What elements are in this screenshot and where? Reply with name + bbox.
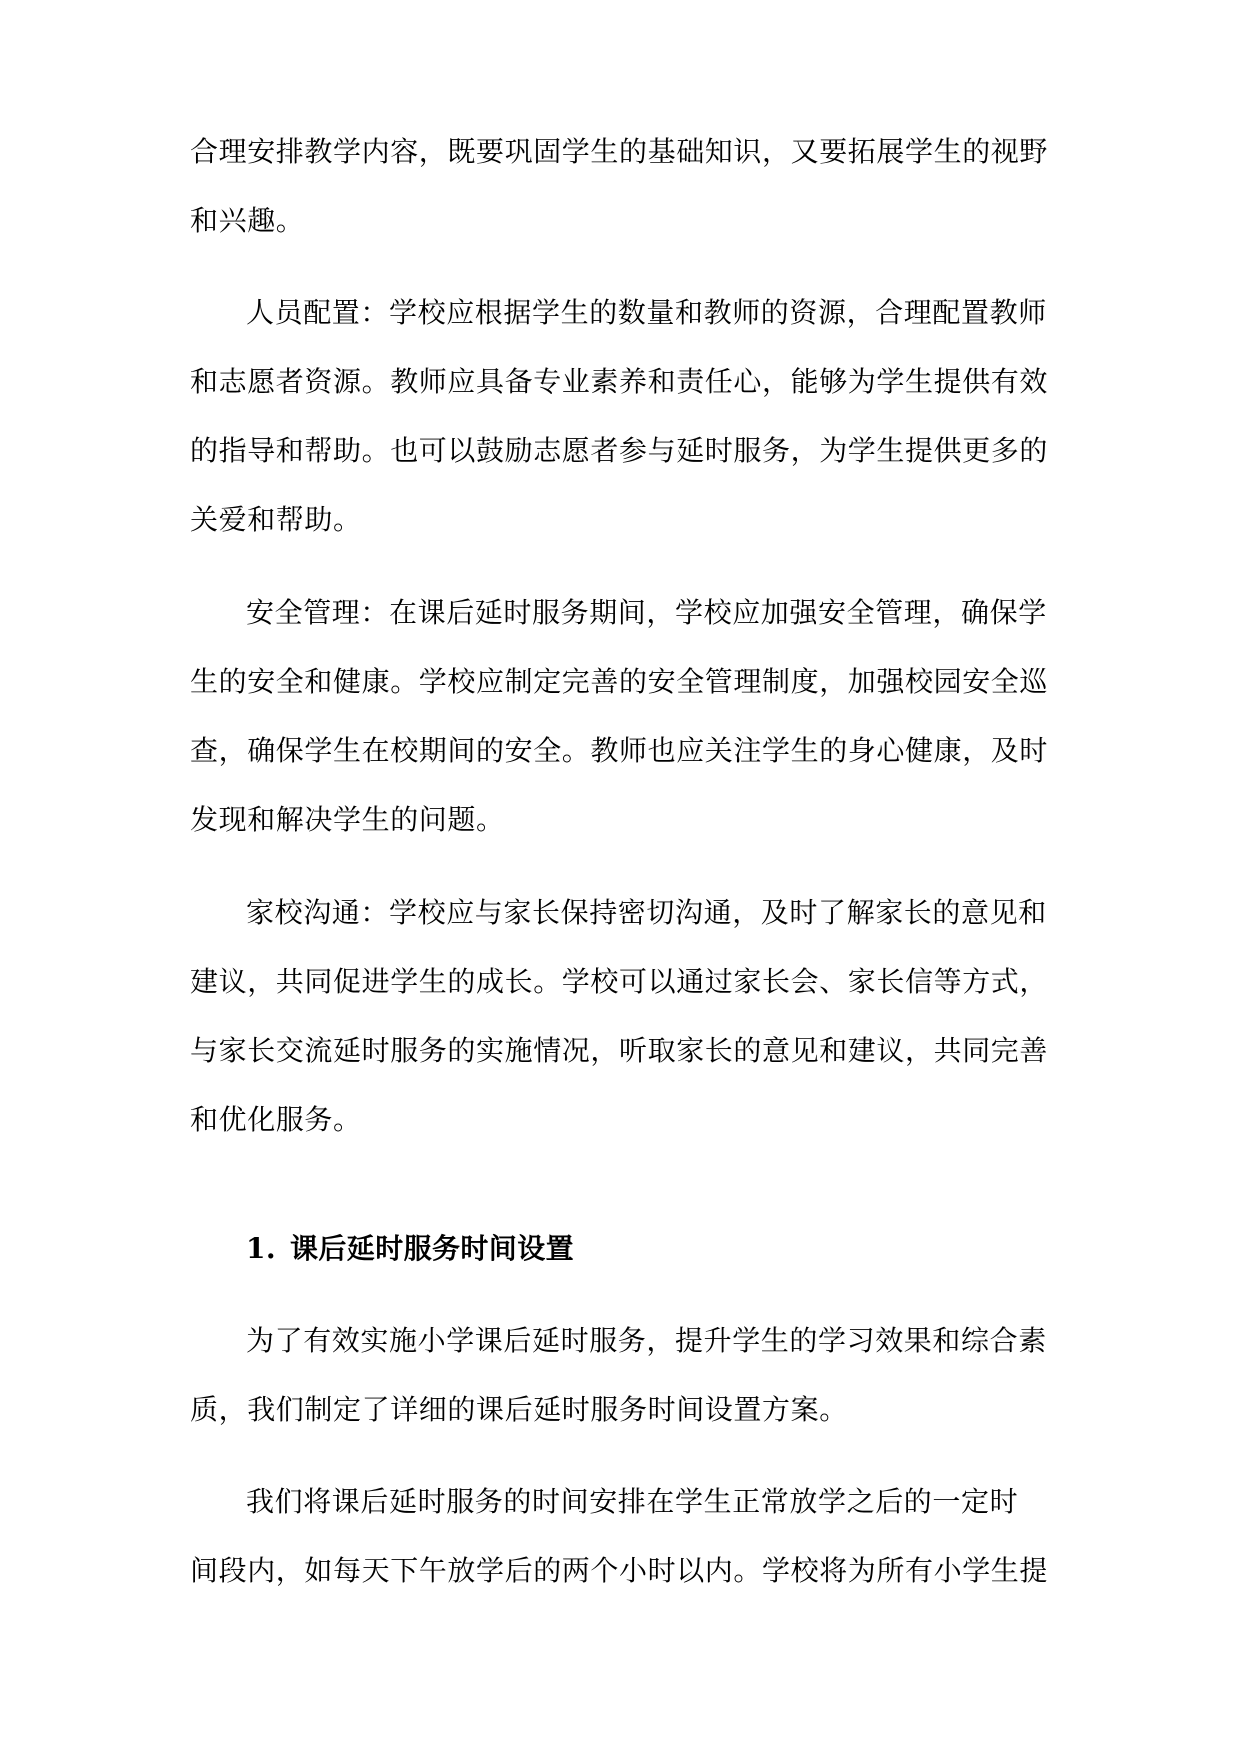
text-line: 合理安排教学内容，既要巩固学生的基础知识，又要拓展学生的视野: [190, 135, 1049, 168]
text-line: 间段内，如每天下午放学后的两个小时以内。学校将为所有小学生提: [190, 1554, 1049, 1587]
text-line: 生的安全和健康。学校应制定完善的安全管理制度，加强校园安全巡: [190, 665, 1049, 698]
text-line: 发现和解决学生的问题。: [190, 803, 505, 836]
text-line: 和兴趣。: [190, 204, 305, 237]
paragraph-start-line: 为了有效实施小学课后延时服务，提升学生的学习效果和综合素: [246, 1324, 1047, 1357]
section-number: 1.: [246, 1232, 277, 1265]
text-line: 的指导和帮助。也可以鼓励志愿者参与延时服务，为学生提供更多的: [190, 434, 1049, 467]
text-line: 与家长交流延时服务的实施情况，听取家长的意见和建议，共同完善: [190, 1034, 1049, 1067]
section-title: 课后延时服务时间设置: [290, 1232, 575, 1265]
paragraph-start-line: 家校沟通：学校应与家长保持密切沟通，及时了解家长的意见和: [246, 896, 1047, 929]
text-line: 和志愿者资源。教师应具备专业素养和责任心，能够为学生提供有效: [190, 365, 1049, 398]
section-heading: [246, 1231, 1126, 1267]
paragraph-start-line: 人员配置：学校应根据学生的数量和教师的资源，合理配置教师: [246, 296, 1047, 329]
text-line: 质，我们制定了详细的课后延时服务时间设置方案。: [190, 1393, 848, 1426]
text-line: 建议，共同促进学生的成长。学校可以通过家长会、家长信等方式，: [190, 965, 1049, 998]
text-line: 查，确保学生在校期间的安全。教师也应关注学生的身心健康，及时: [190, 734, 1049, 767]
text-line: 和优化服务。: [190, 1103, 362, 1136]
text-line: 关爱和帮助。: [190, 503, 362, 536]
paragraph-start-line: 安全管理：在课后延时服务期间，学校应加强安全管理，确保学: [246, 596, 1047, 629]
paragraph-start-line: 我们将课后延时服务的时间安排在学生正常放学之后的一定时: [246, 1485, 1019, 1518]
